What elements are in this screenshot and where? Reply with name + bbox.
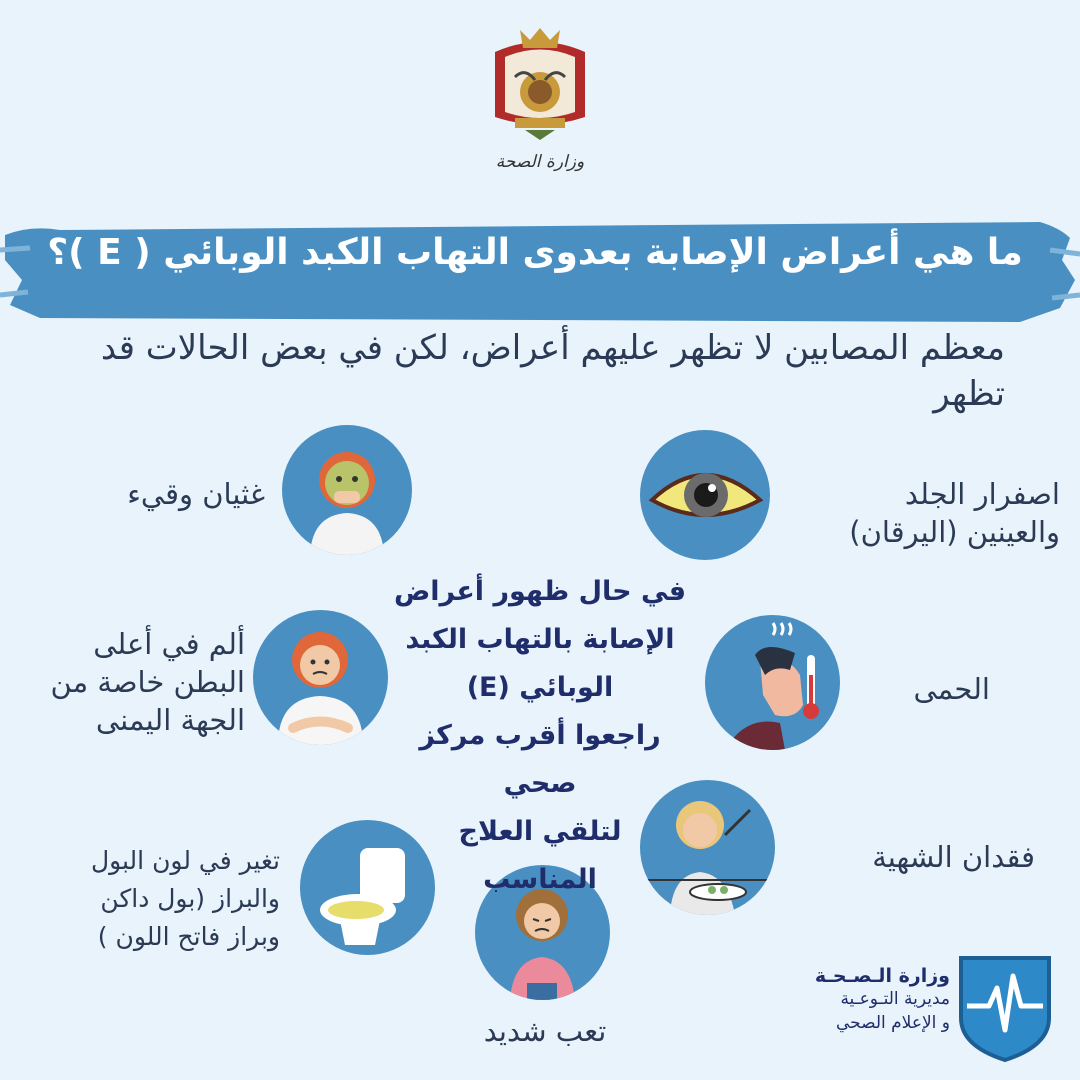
nausea-person-icon (282, 425, 412, 555)
footer-ministry-name: وزارة الـصـحـة (814, 965, 950, 987)
center-advice-line4: راجعوا أقرب مركز صحي (419, 720, 661, 799)
symptom-nausea: غثيان وقيء (127, 477, 265, 511)
symptom-fatigue: تعب شديد (483, 1014, 607, 1048)
page-title: ما هي أعراض الإصابة بعدوى التهاب الكبد الوبائي ( E )؟ (47, 232, 1023, 273)
center-advice-line5: لتلقي العلاج (458, 816, 622, 847)
center-advice-line1: في حال ظهور أعراض (393, 576, 687, 607)
symptom-abdominal-line1: ألم في أعلى (93, 627, 245, 661)
symptom-abdominal-line3: الجهة اليمنى (95, 703, 245, 737)
symptom-appetite-loss: فقدان الشهية (872, 840, 1035, 874)
shield-heartbeat-icon (955, 948, 1055, 1064)
jaundice-eye-icon (640, 430, 770, 560)
footer-dept-line1: مديرية التـوعـية (840, 989, 950, 1009)
abdominal-pain-icon (253, 610, 388, 745)
symptom-abdominal-pain (15, 625, 245, 739)
symptom-fever: الحمى (913, 672, 990, 706)
center-advice-line2: الإصابة بالتهاب الكبد (405, 624, 675, 655)
symptom-urine-line2: والبراز (بول داكن (100, 884, 280, 913)
center-advice-line6: المناسب (483, 864, 597, 895)
fever-person-icon (705, 615, 840, 750)
ministry-signature: وزارة الصحة (495, 152, 585, 172)
symptom-urine-line1: تغير في لون البول (90, 846, 280, 875)
symptom-jaundice (790, 475, 1060, 551)
symptom-jaundice-line2: والعينين (اليرقان) (849, 515, 1060, 549)
symptom-urine-line3: وبراز فاتح اللون ) (97, 922, 280, 951)
symptom-urine-stool (40, 842, 280, 956)
symptom-abdominal-line2: البطن خاصة من (50, 665, 245, 699)
center-advice-line3: الوبائي (E) (466, 672, 614, 703)
center-advice (385, 568, 695, 904)
royal-emblem-icon (485, 22, 595, 142)
footer-dept-line2: و الإعلام الصحي (835, 1013, 950, 1033)
symptom-jaundice-line1: اصفرار الجلد (904, 477, 1060, 511)
intro-text: معظم المصابين لا تظهر عليهم أعراض، لكن في بعض الحالات قد تظهر (100, 328, 1005, 414)
footer-ministry-text (790, 965, 950, 1035)
